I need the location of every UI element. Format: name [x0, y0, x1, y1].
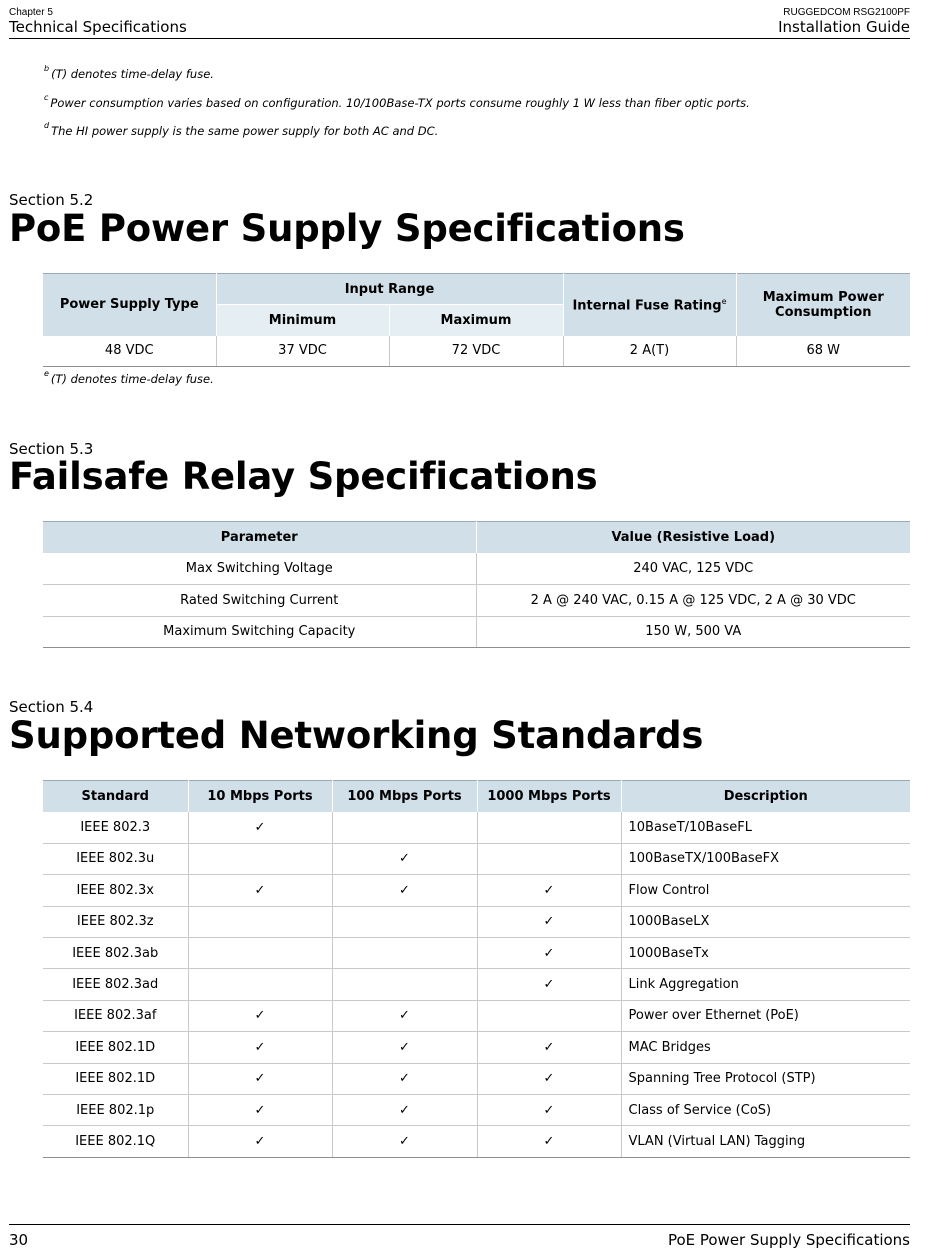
- footnote-ref: e: [721, 296, 727, 306]
- footnote-text: The HI power supply is the same power supply for both AC and DC.: [51, 124, 439, 138]
- table-row: [43, 585, 910, 617]
- cell-p100: [332, 937, 477, 968]
- cell-fuse: 2 A(T): [563, 336, 736, 367]
- page-footer: [9, 1224, 910, 1254]
- checkmark-icon: ✓: [254, 1071, 266, 1087]
- footnote-text: (T) denotes time-delay fuse.: [50, 372, 214, 386]
- product-name: RUGGEDCOM RSG2100PF: [783, 7, 910, 18]
- section-label: Section 5.3: [9, 440, 94, 458]
- cell-description: VLAN (Virtual LAN) Tagging: [621, 1126, 910, 1157]
- footnote-mark: d: [44, 121, 50, 130]
- cell-maximum: 72 VDC: [389, 336, 563, 367]
- footnote-mark: c: [44, 93, 49, 102]
- checkmark-icon: ✓: [399, 1071, 410, 1087]
- table-row: [43, 1032, 910, 1063]
- cell-p100: [332, 1126, 477, 1157]
- cell-description: Flow Control: [621, 875, 910, 906]
- header-minimum: Minimum: [216, 305, 389, 336]
- cell-p10: [188, 1032, 332, 1063]
- cell-p100: [332, 969, 477, 1000]
- cell-standard: IEEE 802.1D: [43, 1063, 188, 1094]
- cell-p100: [332, 1000, 477, 1031]
- cell-p10: [188, 969, 332, 1000]
- footnote-e: [44, 369, 214, 386]
- cell-standard: IEEE 802.3x: [43, 875, 188, 906]
- cell-standard: IEEE 802.3z: [43, 906, 188, 937]
- checkmark-icon: ✓: [399, 1102, 410, 1118]
- table-row: [43, 616, 910, 648]
- relay-spec-table: [43, 521, 910, 648]
- checkmark-icon: ✓: [254, 1102, 266, 1118]
- cell-description: 100BaseTX/100BaseFX: [621, 843, 910, 874]
- fuse-rating-label: Internal Fuse Rating: [572, 297, 722, 313]
- cell-p10: [188, 1126, 332, 1157]
- cell-p1000: [477, 812, 621, 843]
- cell-p10: [188, 906, 332, 937]
- cell-p1000: [477, 1126, 621, 1157]
- header-power-supply-type: Power Supply Type: [43, 274, 216, 336]
- footnote-d: [44, 121, 439, 138]
- cell-description: 10BaseT/10BaseFL: [621, 812, 910, 843]
- table-row: [43, 1126, 910, 1157]
- header-value: Value (Resistive Load): [476, 522, 910, 554]
- cell-p10: [188, 812, 332, 843]
- checkmark-icon: ✓: [543, 1039, 555, 1055]
- cell-description: MAC Bridges: [621, 1032, 910, 1063]
- cell-p1000: [477, 969, 621, 1000]
- cell-p100: [332, 1032, 477, 1063]
- cell-description: Spanning Tree Protocol (STP): [621, 1063, 910, 1094]
- cell-p100: [332, 906, 477, 937]
- header-1000mbps: 1000 Mbps Ports: [477, 781, 621, 812]
- table-row: [43, 875, 910, 906]
- checkmark-icon: ✓: [543, 977, 555, 993]
- cell-value: 150 W, 500 VA: [476, 616, 910, 648]
- header-input-range: Input Range: [216, 274, 563, 305]
- cell-standard: IEEE 802.3ab: [43, 937, 188, 968]
- header-10mbps: 10 Mbps Ports: [188, 781, 332, 812]
- checkmark-icon: ✓: [254, 1133, 266, 1149]
- cell-type: 48 VDC: [43, 336, 216, 367]
- section-title: PoE Power Supply Specifications: [9, 207, 685, 250]
- cell-standard: IEEE 802.1D: [43, 1032, 188, 1063]
- cell-standard: IEEE 802.3af: [43, 1000, 188, 1031]
- section-title: Supported Networking Standards: [9, 714, 704, 757]
- chapter-title: Technical Specifications: [9, 18, 187, 36]
- table-row: [43, 937, 910, 968]
- cell-p100: [332, 843, 477, 874]
- cell-p1000: [477, 1094, 621, 1125]
- guide-title: Installation Guide: [778, 18, 910, 36]
- cell-p100: [332, 812, 477, 843]
- cell-p10: [188, 843, 332, 874]
- footnote-c: [44, 93, 750, 110]
- networking-standards-table: [43, 780, 910, 1158]
- cell-power: 68 W: [736, 336, 910, 367]
- cell-p1000: [477, 843, 621, 874]
- cell-description: Link Aggregation: [621, 969, 910, 1000]
- header-parameter: Parameter: [43, 522, 476, 554]
- cell-description: 1000BaseTx: [621, 937, 910, 968]
- checkmark-icon: ✓: [399, 882, 410, 898]
- cell-parameter: Rated Switching Current: [43, 585, 476, 617]
- cell-description: Power over Ethernet (PoE): [621, 1000, 910, 1031]
- section-label: Section 5.2: [9, 191, 94, 209]
- table-row: [43, 336, 910, 367]
- checkmark-icon: ✓: [543, 1133, 555, 1149]
- cell-parameter: Maximum Switching Capacity: [43, 616, 476, 648]
- cell-standard: IEEE 802.1p: [43, 1094, 188, 1125]
- page-number: 30: [9, 1231, 29, 1249]
- table-row: [43, 906, 910, 937]
- checkmark-icon: ✓: [543, 1102, 555, 1118]
- table-row: [43, 1063, 910, 1094]
- checkmark-icon: ✓: [543, 1071, 555, 1087]
- cell-p10: [188, 1000, 332, 1031]
- cell-value: 2 A @ 240 VAC, 0.15 A @ 125 VDC, 2 A @ 30 VDC: [476, 585, 910, 617]
- checkmark-icon: ✓: [254, 1008, 266, 1024]
- header-max-power: Maximum Power Consumption: [736, 274, 910, 336]
- cell-p10: [188, 937, 332, 968]
- cell-description: Class of Service (CoS): [621, 1094, 910, 1125]
- footer-title: PoE Power Supply Specifications: [667, 1231, 910, 1249]
- cell-p100: [332, 1063, 477, 1094]
- cell-standard: IEEE 802.3: [43, 812, 188, 843]
- table-row: [43, 553, 910, 585]
- cell-p10: [188, 1094, 332, 1125]
- checkmark-icon: ✓: [399, 1039, 410, 1055]
- table-row: [43, 843, 910, 874]
- cell-p100: [332, 1094, 477, 1125]
- section-title: Failsafe Relay Specifications: [9, 455, 598, 498]
- table-row: [43, 1000, 910, 1031]
- cell-value: 240 VAC, 125 VDC: [476, 553, 910, 585]
- section-label: Section 5.4: [9, 698, 94, 716]
- table-row: [43, 969, 910, 1000]
- cell-p10: [188, 1063, 332, 1094]
- header-100mbps: 100 Mbps Ports: [332, 781, 477, 812]
- cell-p1000: [477, 1063, 621, 1094]
- checkmark-icon: ✓: [254, 819, 266, 835]
- header-standard: Standard: [43, 781, 188, 812]
- cell-p1000: [477, 937, 621, 968]
- footnote-mark: e: [44, 369, 49, 378]
- cell-p1000: [477, 1032, 621, 1063]
- header-description: Description: [621, 781, 910, 812]
- checkmark-icon: ✓: [399, 1133, 410, 1149]
- checkmark-icon: ✓: [399, 851, 410, 867]
- footnote-mark: b: [44, 64, 50, 73]
- chapter-number: Chapter 5: [9, 7, 53, 18]
- header-maximum: Maximum: [389, 305, 563, 336]
- checkmark-icon: ✓: [543, 914, 555, 930]
- checkmark-icon: ✓: [399, 1008, 410, 1024]
- cell-p1000: [477, 1000, 621, 1031]
- cell-description: 1000BaseLX: [621, 906, 910, 937]
- cell-p10: [188, 875, 332, 906]
- cell-parameter: Max Switching Voltage: [43, 553, 476, 585]
- cell-p1000: [477, 875, 621, 906]
- checkmark-icon: ✓: [254, 1039, 266, 1055]
- poe-spec-table: [43, 273, 910, 367]
- cell-minimum: 37 VDC: [216, 336, 389, 367]
- cell-p1000: [477, 906, 621, 937]
- checkmark-icon: ✓: [254, 882, 266, 898]
- header-fuse-rating: [563, 274, 736, 336]
- footnote-b: [44, 64, 214, 81]
- cell-standard: IEEE 802.1Q: [43, 1126, 188, 1157]
- page-header: [9, 6, 910, 39]
- checkmark-icon: ✓: [543, 882, 555, 898]
- table-row: [43, 812, 910, 843]
- cell-standard: IEEE 802.3u: [43, 843, 188, 874]
- footnote-text: (T) denotes time-delay fuse.: [51, 67, 214, 81]
- table-row: [43, 1094, 910, 1125]
- checkmark-icon: ✓: [543, 945, 555, 961]
- footnote-text: Power consumption varies based on configuration. 10/100Base-TX ports consume roughly 1 W less than fiber optic ports.: [50, 96, 750, 110]
- cell-p100: [332, 875, 477, 906]
- cell-standard: IEEE 802.3ad: [43, 969, 188, 1000]
